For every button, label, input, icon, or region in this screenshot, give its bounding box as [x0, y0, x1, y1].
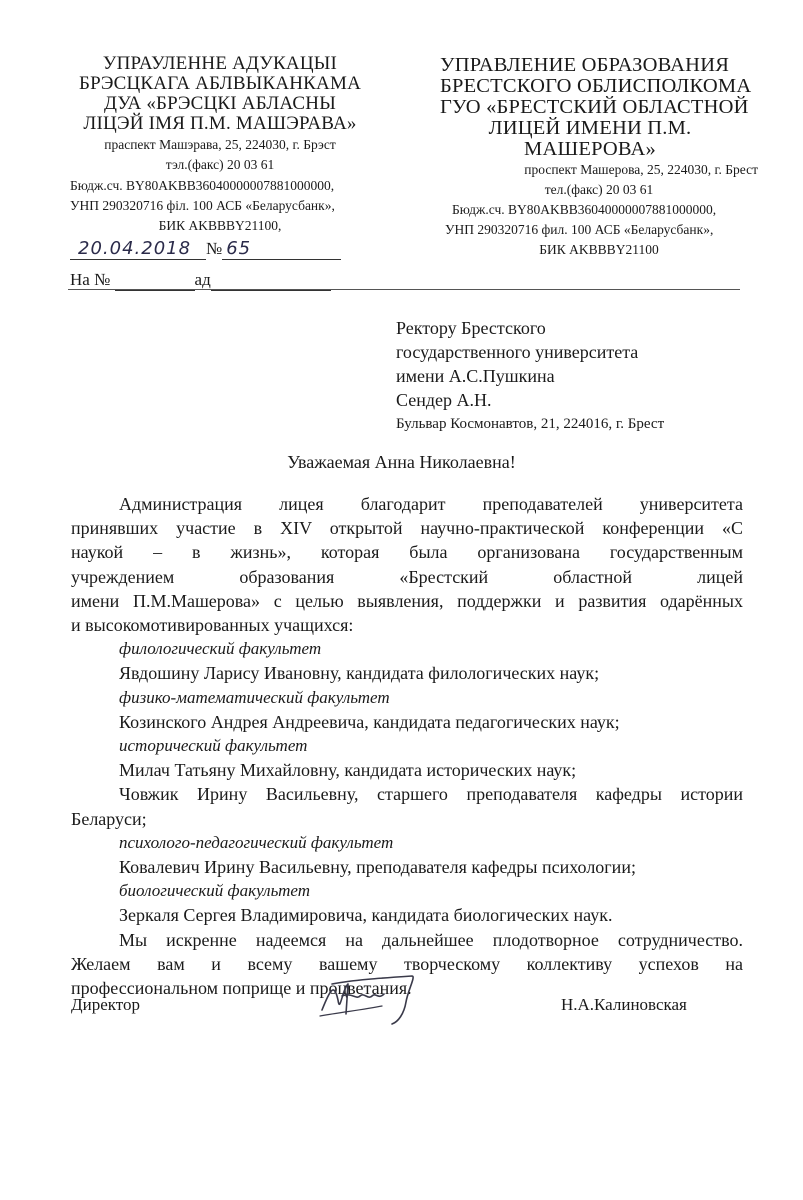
number-sign: №: [206, 239, 223, 258]
org-name-line: МАШЕРОВА»: [524, 138, 656, 160]
handwritten-date: 20.04.2018: [70, 238, 206, 260]
header-divider: [68, 289, 740, 290]
org-bik: БИК AKBBBY21100,: [158, 218, 282, 233]
handwritten-signature: [312, 970, 432, 1030]
blank-field: [115, 270, 195, 291]
person-line: Беларуси;: [71, 808, 147, 829]
org-bik: БИК AKBBBY21100: [539, 242, 659, 257]
faculty-heading: исторический факультет: [119, 736, 308, 756]
header-belarusian: [70, 54, 370, 291]
org-unp-bank: УНП 290320716 фил. 100 АСБ «Беларусбанк»,: [445, 222, 714, 237]
org-name-line: ЛІЦЭЙ ІМЯ П.М. МАШЭРАВА»: [83, 113, 357, 134]
handwritten-number: 65: [222, 238, 341, 260]
reference-line: [70, 270, 370, 291]
signatory-title: Директор: [71, 995, 140, 1014]
org-address: проспект Машерова, 25, 224030, г. Брест: [524, 162, 758, 177]
person-line: Явдошину Ларису Ивановну, кандидата филологических наук;: [119, 663, 600, 684]
greeting: Уважаемая Анна Николаевна!: [287, 452, 516, 472]
org-account: Бюдж.сч. BY80AKBB36040000007881000000,: [70, 178, 335, 193]
recipient-address: Бульвар Космонавтов, 21, 224016, г. Брест: [396, 416, 665, 432]
body-line: профессиональном поприще и процветания.: [71, 978, 412, 999]
org-name-line: УПРАУЛЕННЕ АДУКАЦЫІ: [102, 53, 338, 74]
faculty-heading: психолого-педагогический факультет: [119, 832, 394, 852]
org-unp-bank: УНП 290320716 філ. 100 АСБ «Беларусбанк»,: [70, 198, 335, 213]
blank-field: [211, 270, 331, 291]
body-line: и высокомотивированных учащихся:: [71, 615, 354, 636]
org-name-line: БРЭСЦКАГА АБЛВЫКАНКАМА: [78, 73, 361, 94]
body-line: принявших участие в XIV открытой научно-практической конференции «С: [71, 518, 743, 539]
org-phone: тэл.(факс) 20 03 61: [165, 157, 275, 172]
person-line: Милач Татьяну Михайловну, кандидата исторических наук;: [119, 760, 577, 781]
recipient-block: [396, 316, 776, 436]
org-phone: тел.(факс) 20 03 61: [544, 182, 654, 197]
outgoing-number-line: [70, 238, 370, 260]
recipient-line: Ректору Брестского: [396, 318, 546, 338]
body-line: Администрация лицея благодарит преподавателей университета: [119, 494, 743, 514]
body-line: учреждением образования «Брестский областной лицей: [71, 566, 743, 587]
recipient-line: Сендер А.Н.: [396, 390, 492, 410]
person-line: Ковалевич Ирину Васильевну, преподавателя кафедры психологии;: [119, 857, 636, 878]
person-line: Зеркаля Сергея Владимировича, кандидата биологических наук.: [119, 905, 613, 926]
faculty-heading: физико-математический факультет: [119, 687, 390, 707]
person-line: Козинского Андрея Андреевича, кандидата педагогических наук;: [119, 711, 620, 732]
org-address: праспект Машэрава, 25, 224030, г. Брэст: [104, 137, 336, 152]
org-name-line: ДУА «БРЭСЦКІ АБЛАСНЫ: [104, 93, 336, 114]
ref-mid: ад: [194, 270, 211, 289]
letter-body: [71, 492, 743, 1000]
faculty-heading: биологический факультет: [119, 881, 310, 901]
recipient-line: государственного университета: [396, 342, 639, 362]
org-name-line: ЛИЦЕЙ ИМЕНИ П.М.: [488, 117, 692, 139]
body-line: Желаем вам и всему вашему творческому коллективу успехов на: [71, 953, 743, 974]
faculty-heading: филологический факультет: [119, 639, 322, 659]
ref-prefix: На №: [70, 270, 111, 289]
body-line: Мы искренне надеемся на дальнейшее плодотворное сотрудничество.: [119, 929, 743, 950]
signatory-name: Н.А.Калиновская: [561, 995, 687, 1014]
org-account: Бюдж.сч. BY80AKBB36040000007881000000,: [452, 202, 717, 217]
body-line: имени П.М.Машерова» с целью выявления, поддержки и развития одарённых: [71, 590, 743, 611]
header-russian: [440, 55, 760, 260]
org-name-line: ГУО «БРЕСТСКИЙ ОБЛАСТНОЙ: [440, 96, 749, 118]
body-line: наукой – в жизнь», которая была организована государственным: [71, 542, 743, 563]
org-name-line: УПРАВЛЕНИЕ ОБРАЗОВАНИЯ: [440, 54, 730, 76]
person-line: Човжик Ирину Васильевну, старшего преподавателя кафедры истории: [119, 784, 743, 805]
org-name-line: БРЕСТСКОГО ОБЛИСПОЛКОМА: [440, 75, 752, 97]
recipient-line: имени А.С.Пушкина: [396, 366, 555, 386]
